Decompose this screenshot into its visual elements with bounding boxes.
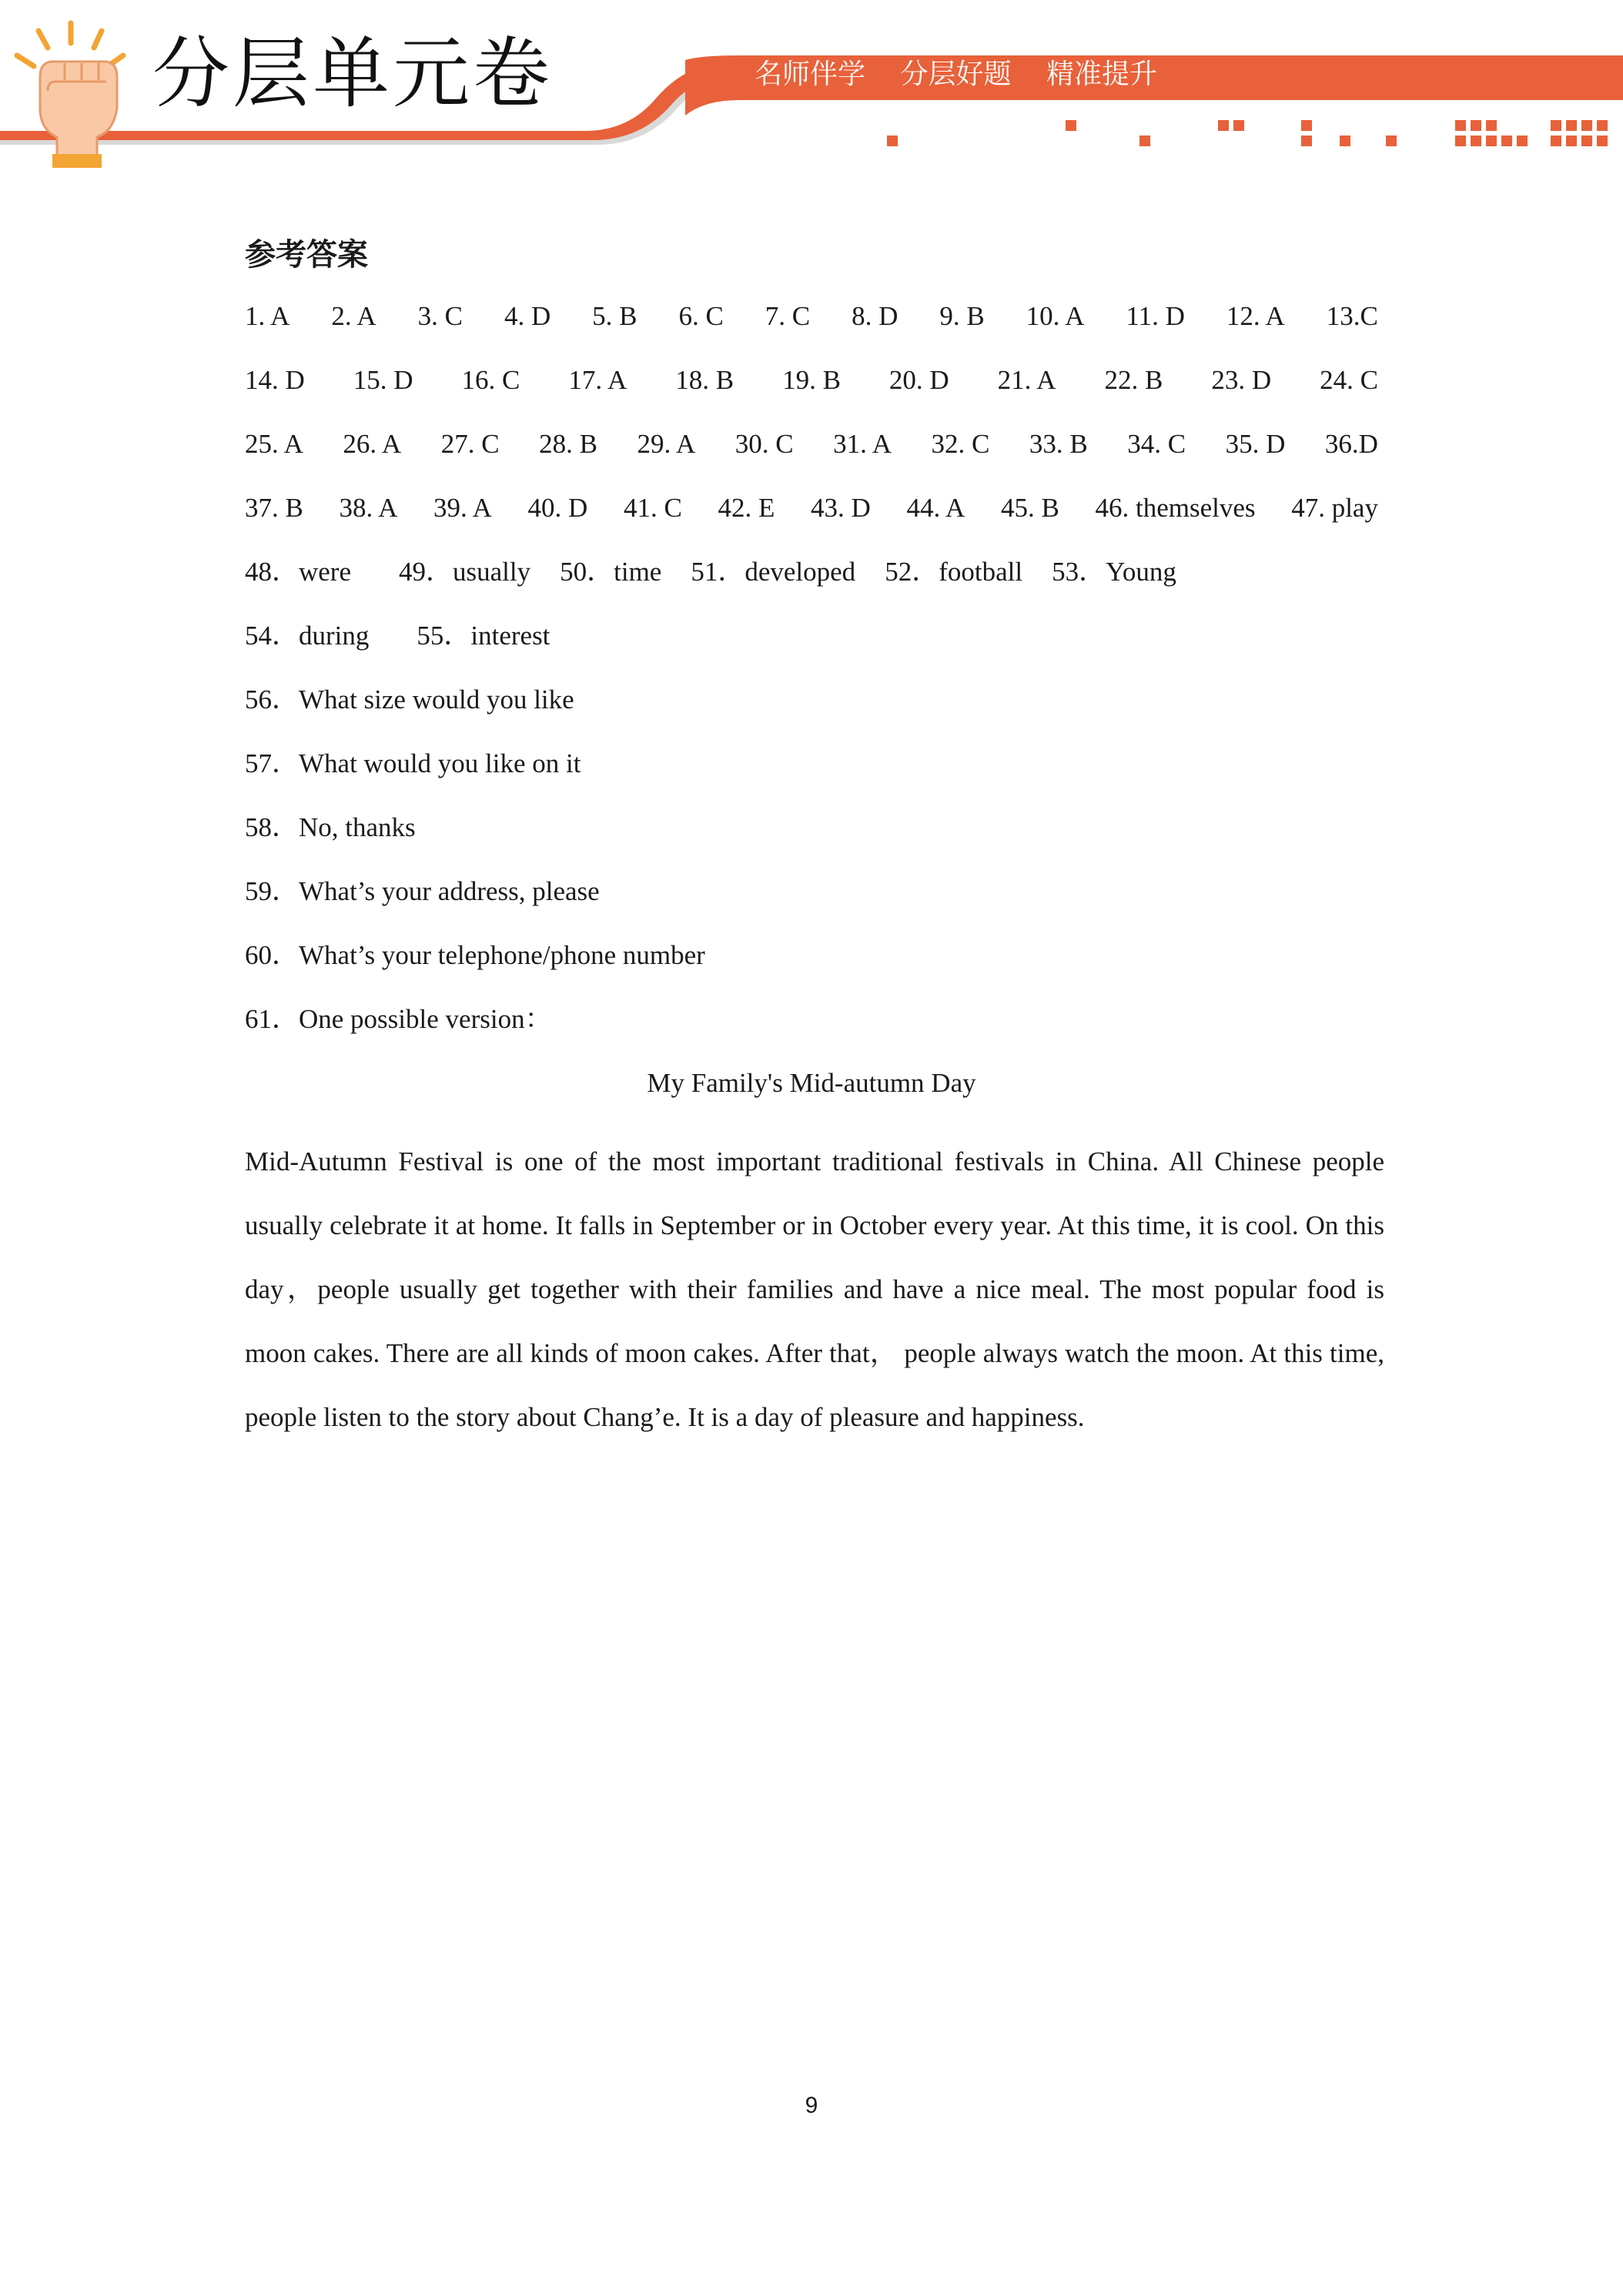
answer-item: 24. C bbox=[1320, 365, 1378, 395]
answer-item: 8. D bbox=[852, 301, 899, 331]
section-title: 参考答案 bbox=[245, 237, 368, 273]
slogan-part-1: 名师伴学 bbox=[755, 59, 866, 90]
answer-item: 18. B bbox=[675, 365, 735, 395]
answer-item: 12. A bbox=[1226, 301, 1285, 331]
slogan-part-2: 分层好题 bbox=[900, 59, 1012, 90]
answer-item: 40. D bbox=[527, 493, 588, 523]
answer-item: 17. A bbox=[568, 365, 627, 395]
answer-item: 55．interest bbox=[417, 621, 550, 651]
answer-item: 47. play bbox=[1291, 493, 1378, 523]
answer-item: 43. D bbox=[811, 493, 871, 523]
answer-item: 29. A bbox=[637, 429, 696, 459]
answer-item: 3. C bbox=[417, 301, 463, 331]
answer-row-6 bbox=[245, 622, 1378, 649]
brand-title: 分层单元卷 bbox=[152, 28, 553, 119]
answer-item: 11. D bbox=[1126, 301, 1185, 331]
answer-item: 32. C bbox=[931, 429, 990, 459]
answer-item: 19. B bbox=[782, 365, 841, 395]
answer-item: 35. D bbox=[1225, 429, 1286, 459]
answer-item: 45. B bbox=[1001, 493, 1059, 523]
answer-item: 50．time bbox=[560, 557, 662, 587]
answer-item: 53．Young bbox=[1052, 557, 1176, 587]
essay-title: My Family's Mid-autumn Day bbox=[647, 1068, 976, 1098]
answer-item: 15. D bbox=[353, 365, 413, 395]
answer-item: 4. D bbox=[504, 301, 551, 331]
answer-item: 42. E bbox=[718, 493, 775, 523]
slogan-part-3: 精准提升 bbox=[1046, 59, 1157, 90]
answer-item: 39. A bbox=[433, 493, 492, 523]
answer-item: 36.D bbox=[1324, 429, 1378, 459]
answer-item: 34. C bbox=[1127, 429, 1186, 459]
raised-fist-icon bbox=[17, 23, 123, 168]
answer-58: 58．No, thanks bbox=[245, 812, 416, 842]
answer-item: 37. B bbox=[245, 493, 303, 523]
header-slogan bbox=[755, 61, 1183, 89]
answer-item: 46. themselves bbox=[1095, 493, 1256, 523]
answer-row-4 bbox=[245, 494, 1378, 521]
answer-item: 6. C bbox=[678, 301, 724, 331]
answer-item: 28. B bbox=[539, 429, 597, 459]
answer-57: 57．What would you like on it bbox=[245, 748, 581, 778]
answer-item: 16. C bbox=[461, 365, 520, 395]
answer-item: 44. A bbox=[906, 493, 965, 523]
answer-row-2 bbox=[245, 366, 1378, 393]
answer-item: 52．football bbox=[885, 557, 1023, 587]
answer-item: 21. A bbox=[997, 365, 1056, 395]
answer-item: 5. B bbox=[592, 301, 637, 331]
answer-item: 9. B bbox=[939, 301, 985, 331]
answer-row-1 bbox=[245, 303, 1378, 330]
answer-item: 20. D bbox=[888, 365, 949, 395]
answer-item: 27. C bbox=[440, 429, 500, 459]
answer-item: 25. A bbox=[245, 429, 303, 459]
answer-item: 41. C bbox=[623, 493, 682, 523]
answer-item: 14. D bbox=[245, 365, 305, 395]
answer-item: 54．during bbox=[245, 621, 370, 651]
answer-item: 1. A bbox=[245, 301, 290, 331]
answer-56: 56．What size would you like bbox=[245, 684, 574, 715]
answer-item: 48．were bbox=[245, 557, 352, 587]
answer-row-3 bbox=[245, 430, 1378, 457]
answer-item: 33. B bbox=[1029, 429, 1088, 459]
decorative-squares bbox=[887, 120, 1608, 146]
answer-item: 49．usually bbox=[399, 557, 531, 587]
answer-row-5 bbox=[245, 558, 1378, 585]
answer-item: 30. C bbox=[735, 429, 794, 459]
answer-item: 26. A bbox=[343, 429, 402, 459]
answer-item: 38. A bbox=[339, 493, 398, 523]
answer-item: 2. A bbox=[331, 301, 376, 331]
essay-body: Mid-Autumn Festival is one of the most important traditional festivals in China. All Chinese people usually celebrate it at home. It falls in September or in October every year. At this time, it is cool. On this day，people usually get together with their families and have a nice meal. The most popular food is moon cakes. There are all kinds of moon cakes. After that， people always watch the moon. At this time, people listen to the story about Chang’e. It is a day of pleasure and happiness. bbox=[245, 1146, 1384, 1432]
answer-item: 23. D bbox=[1211, 365, 1272, 395]
answer-item: 51．developed bbox=[691, 557, 856, 587]
page-header bbox=[0, 0, 1623, 177]
answer-item: 7. C bbox=[765, 301, 811, 331]
answer-item: 22. B bbox=[1104, 365, 1163, 395]
answer-item: 31. A bbox=[833, 429, 892, 459]
answer-item: 10. A bbox=[1026, 301, 1085, 331]
answer-59: 59．What’s your address, please bbox=[245, 876, 600, 906]
page-number: 9 bbox=[805, 2093, 818, 2118]
answer-item: 13.C bbox=[1326, 301, 1378, 331]
answer-61: 61．One possible version： bbox=[245, 1004, 552, 1034]
answer-60: 60．What’s your telephone/phone number bbox=[245, 940, 705, 970]
